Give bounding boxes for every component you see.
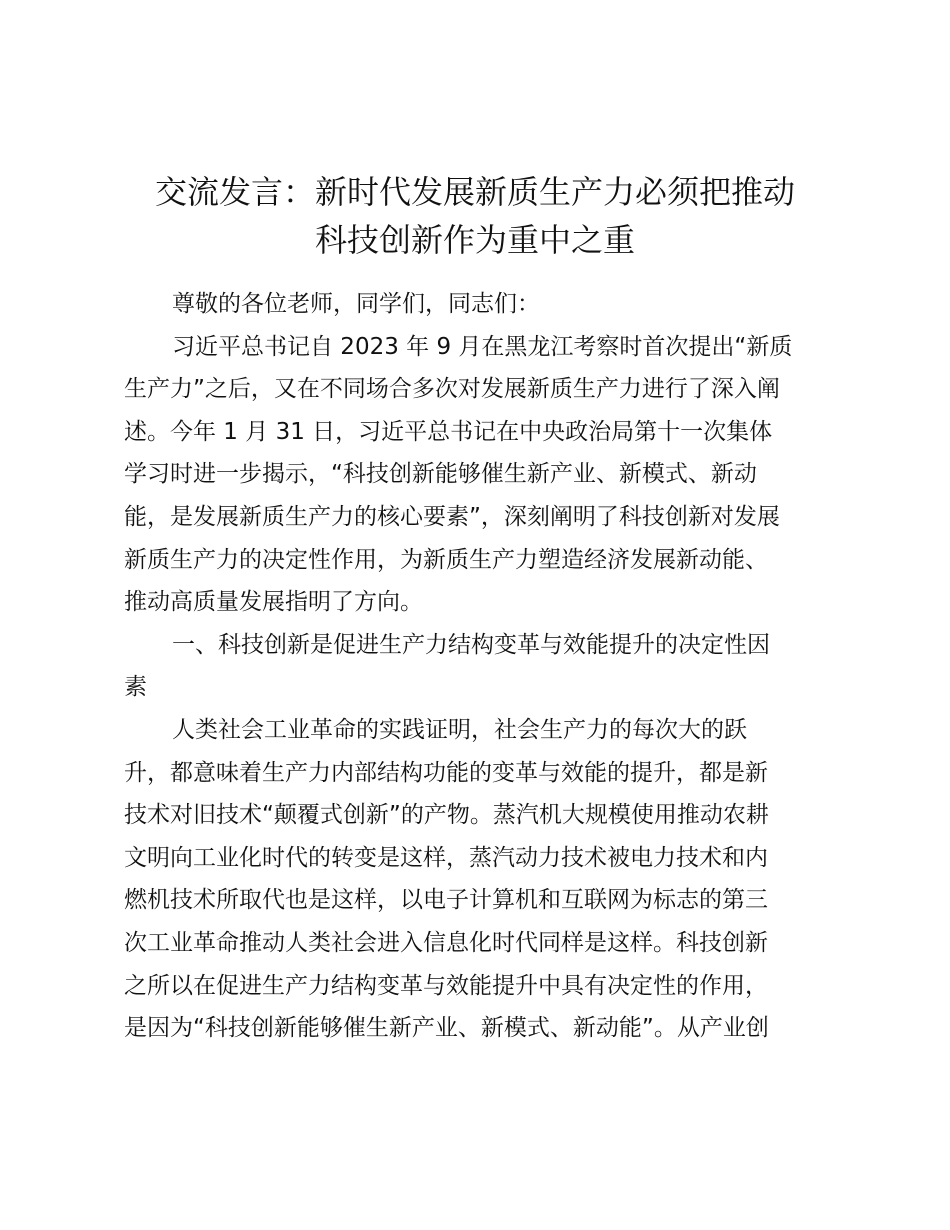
title-line: 科技创新作为重中之重 — [314, 221, 635, 259]
paragraph-line: 技术对旧技术“颠覆式创新”的产物。蒸汽机大规模使用推动农耕 — [124, 802, 769, 829]
paragraph-line: 推动高质量发展指明了方向。 — [124, 589, 423, 616]
paragraph-line: 之所以在促进生产力结构变革与效能提升中具有决定性的作用， — [124, 972, 768, 999]
paragraph-line: 习近平总书记自 2023 年 9 月在黑龙江考察时首次提出“新质 — [172, 333, 793, 360]
paragraph-line: 新质生产力的决定性作用，为新质生产力塑造经济发展新动能、 — [124, 546, 768, 573]
section-heading: 素 — [124, 674, 147, 701]
document-title — [110, 168, 840, 264]
paragraph-line: 人类社会工业革命的实践证明，社会生产力的每次大的跃 — [172, 716, 747, 743]
section-heading: 一、科技创新是促进生产力结构变革与效能提升的决定性因 — [172, 631, 770, 658]
salutation: 尊敬的各位老师，同学们，同志们： — [172, 291, 540, 317]
paragraph-line: 能，是发展新质生产力的核心要素”，深刻阐明了科技创新对发展 — [124, 503, 780, 530]
paragraph-line: 升，都意味着生产力内部结构功能的变革与效能的提升，都是新 — [124, 759, 768, 786]
paragraph-line: 述。今年 1 月 31 日，习近平总书记在中央政治局第十一次集体 — [124, 418, 773, 445]
paragraph-line: 燃机技术所取代也是这样，以电子计算机和互联网为标志的第三 — [124, 887, 768, 914]
paragraph-line: 学习时进一步揭示，“科技创新能够催生新产业、新模式、新动 — [124, 461, 757, 488]
paragraph-line: 生产力”之后，又在不同场合多次对发展新质生产力进行了深入阐 — [124, 376, 780, 403]
paragraph-line: 文明向工业化时代的转变是这样，蒸汽动力技术被电力技术和内 — [124, 844, 768, 871]
paragraph-line: 次工业革命推动人类社会进入信息化时代同样是这样。科技创新 — [124, 929, 768, 956]
document-body — [124, 283, 834, 1050]
paragraph-line: 是因为“科技创新能够催生新产业、新模式、新动能”。从产业创 — [124, 1015, 769, 1042]
title-line: 交流发言：新时代发展新质生产力必须把推动 — [154, 173, 795, 211]
